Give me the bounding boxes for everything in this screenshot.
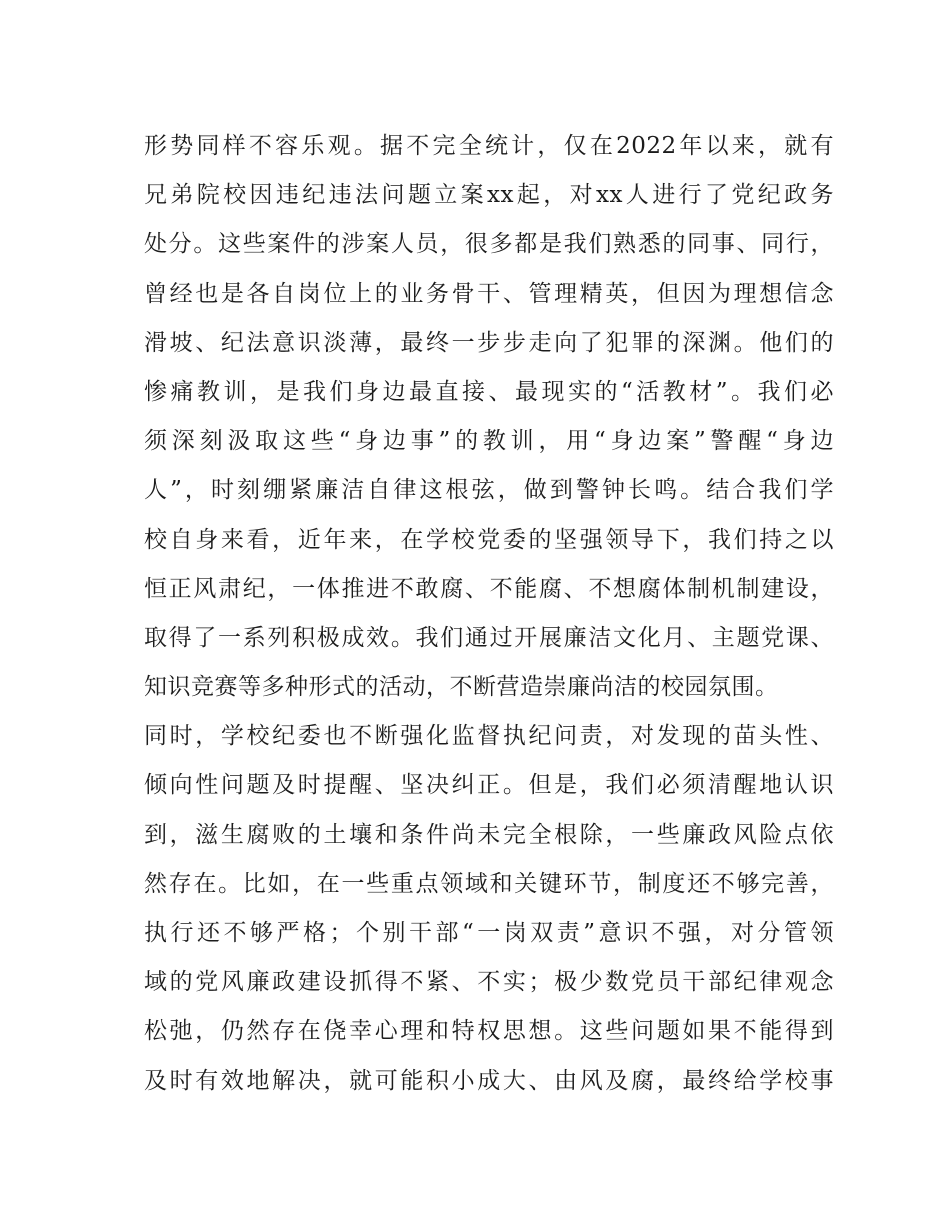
text-line-20: 及时有效地解决，就可能积小成大、由风及腐，最终给学校事 xyxy=(144,1067,834,1094)
body-text xyxy=(144,122,834,1106)
text-line-17: 执行还不够严格；个别干部“一岗双责”意识不强，对分管领 xyxy=(144,920,834,946)
text-line-15: 到，滋生腐败的土壤和条件尚未完全根除，一些廉政风险点依 xyxy=(144,821,834,848)
text-line-10: 恒正风肃纪，一体推进不敢腐、不能腐、不想腐体制机制建设， xyxy=(144,575,834,602)
text-line-3: 处分。这些案件的涉案人员，很多都是我们熟悉的同事、同行， xyxy=(144,231,834,258)
text-line-9: 校自身来看，近年来，在学校党委的坚强领导下，我们持之以 xyxy=(144,526,834,553)
text-line-7: 须深刻汲取这些“身边事”的教训，用“身边案”警醒“身边 xyxy=(144,428,834,455)
text-line-12: 知识竞赛等多种形式的活动，不断营造崇廉尚洁的校园氛围。 xyxy=(144,674,779,701)
text-line-18: 域的党风廉政建设抓得不紧、不实；极少数党员干部纪律观念 xyxy=(144,969,834,996)
text-line-4: 曾经也是各自岗位上的业务骨干、管理精英，但因为理想信念 xyxy=(144,280,834,307)
text-line-19: 松弛，仍然存在侥幸心理和特权思想。这些问题如果不能得到 xyxy=(144,1018,834,1045)
text-line-1: 形势同样不容乐观。据不完全统计，仅在2022年以来，就有 xyxy=(144,133,834,159)
text-line-8: 人”，时刻绷紧廉洁自律这根弦，做到警钟长鸣。结合我们学 xyxy=(144,477,834,504)
text-line-6: 惨痛教训，是我们身边最直接、最现实的“活教材”。我们必 xyxy=(144,378,834,405)
text-line-16: 然存在。比如，在一些重点领域和关键环节，制度还不够完善， xyxy=(144,870,834,897)
text-line-14: 倾向性问题及时提醒、坚决纠正。但是，我们必须清醒地认识 xyxy=(144,772,834,799)
text-line-11: 取得了一系列积极成效。我们通过开展廉洁文化月、主题党课、 xyxy=(144,624,834,651)
text-line-2: 兄弟院校因违纪违法问题立案xx起，对xx人进行了党纪政务 xyxy=(144,182,834,209)
text-line-13: 同时，学校纪委也不断强化监督执纪问责，对发现的苗头性、 xyxy=(144,723,834,750)
text-line-5: 滑坡、纪法意识淡薄，最终一步步走向了犯罪的深渊。他们的 xyxy=(144,329,834,356)
